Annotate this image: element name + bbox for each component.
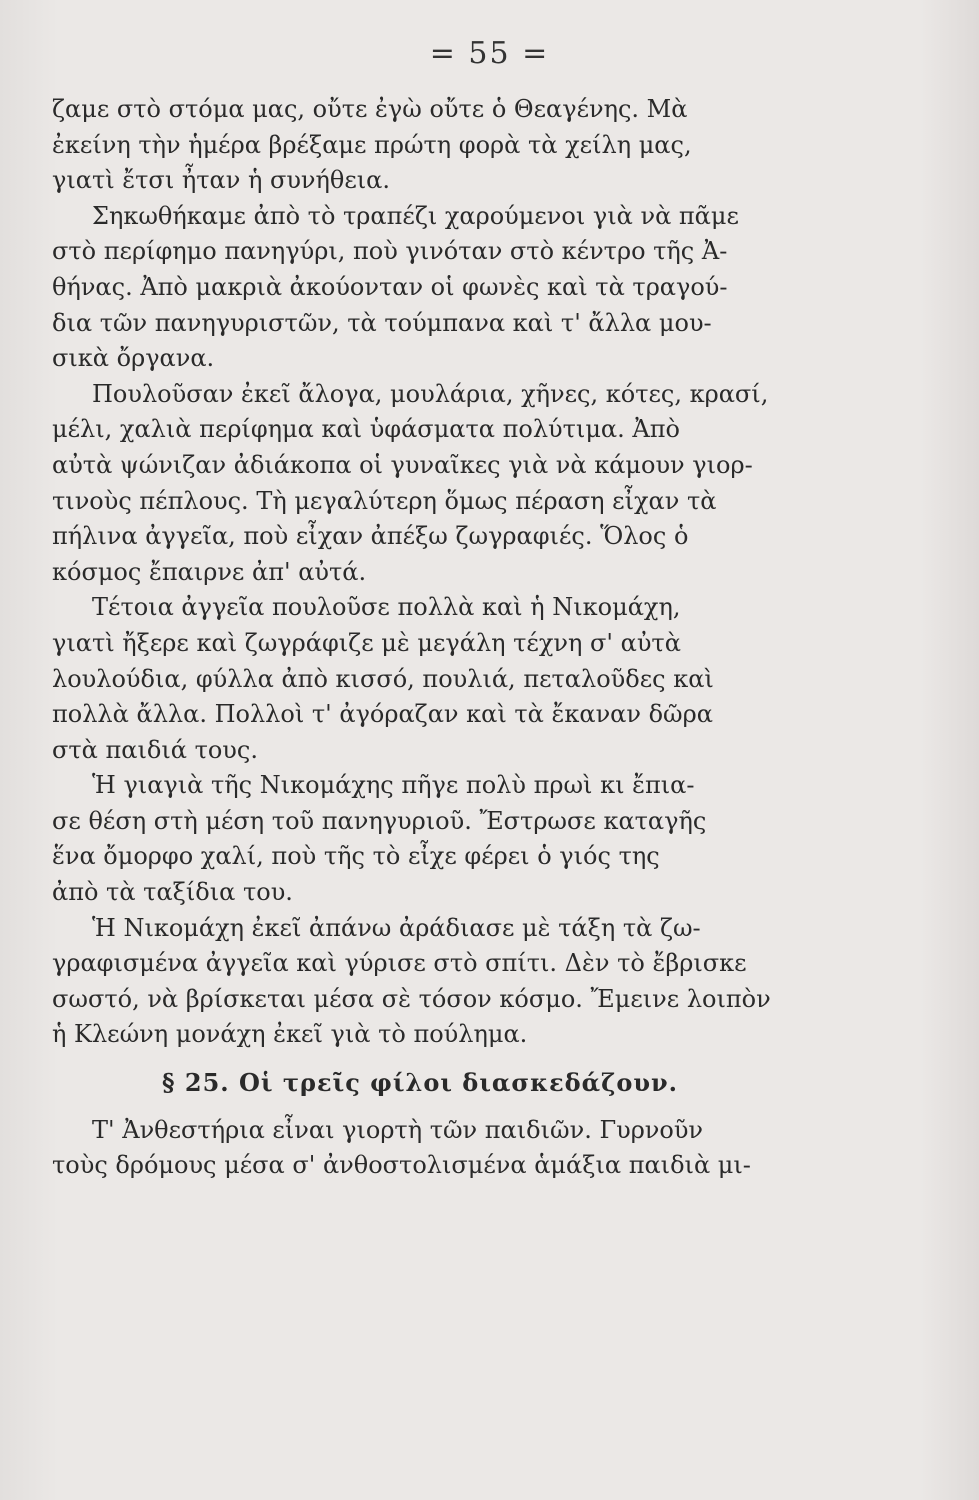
text-line: Τέτοια ἀγγεῖα πουλοῦσε πολλὰ καὶ ἡ Νικομάχη, — [92, 593, 681, 622]
paragraph — [52, 911, 852, 1053]
paragraph — [52, 199, 852, 377]
text-line: πολλὰ ἄλλα. Πολλοὶ τ' ἀγόραζαν καὶ τὰ ἔκαναν δῶρα — [52, 700, 713, 729]
paragraph — [52, 92, 852, 199]
text-line: τοὺς δρόμους μέσα σ' ἀνθοστολισμένα ἁμάξια παιδιὰ μι- — [52, 1151, 751, 1180]
text-line: στὰ παιδιά τους. — [52, 735, 258, 764]
text-line: γραφισμένα ἀγγεῖα καὶ γύρισε στὸ σπίτι. Δὲν τὸ ἔβρισκε — [52, 949, 747, 978]
text-line: τινοὺς πέπλους. Τὴ μεγαλύτερη ὅμως πέραση εἶχαν τὰ — [52, 486, 717, 515]
text-line: Πουλοῦσαν ἐκεῖ ἄλογα, μουλάρια, χῆνες, κότες, κρασί, — [92, 379, 769, 408]
text-line: γιατὶ ἔτσι ἦταν ἡ συνήθεια. — [52, 166, 391, 195]
text-line: δια τῶν πανηγυριστῶν, τὰ τούμπανα καὶ τ' ἄλλα μου- — [52, 308, 712, 337]
text-line: πήλινα ἀγγεῖα, ποὺ εἶχαν ἀπέξω ζωγραφιές. Ὅλος ὁ — [52, 522, 689, 551]
text-line: ἡ Κλεώνη μονάχη ἐκεῖ γιὰ τὸ πούλημα. — [52, 1020, 528, 1049]
text-line: κόσμος ἔπαιρνε ἀπ' αὐτά. — [52, 557, 367, 586]
text-line: ἕνα ὄμορφο χαλί, ποὺ τῆς τὸ εἶχε φέρει ὁ γιός της — [52, 842, 660, 871]
text-line: ἀπὸ τὰ ταξίδια του. — [52, 878, 293, 907]
text-line: θήνας. Ἀπὸ μακριὰ ἀκούονταν οἱ φωνὲς καὶ τὰ τραγού- — [52, 272, 728, 301]
text-line: αὐτὰ ψώνιζαν ἀδιάκοπα οἱ γυναῖκες γιὰ νὰ κάμουν γιορ- — [52, 450, 753, 479]
page-number: = 55 = — [429, 36, 550, 71]
text-line: Ἡ Νικομάχη ἐκεῖ ἀπάνω ἀράδιασε μὲ τάξη τὰ ζω- — [92, 913, 701, 942]
section-heading: § 25. Οἱ τρεῖς φίλοι διασκεδάζουν. — [162, 1068, 679, 1098]
text-line: ζαμε στὸ στόμα μας, οὔτε ἐγὼ οὔτε ὁ Θεαγένης. Μὰ — [52, 95, 688, 123]
paragraph — [52, 1113, 852, 1184]
text-line: ἐκείνη τὴν ἡμέρα βρέξαμε πρώτη φορὰ τὰ χείλη μας, — [52, 130, 692, 159]
text-line: μέλι, χαλιὰ περίφημα καὶ ὑφάσματα πολύτιμα. Ἀπὸ — [52, 415, 680, 444]
text-line: Ἡ γιαγιὰ τῆς Νικομάχης πῆγε πολὺ πρωὶ κι ἔπια- — [92, 771, 695, 800]
text-line: σωστό, νὰ βρίσκεται μέσα σὲ τόσον κόσμο. Ἔμεινε λοιπὸν — [52, 984, 771, 1013]
paragraph — [52, 377, 852, 591]
text-line: Σηκωθήκαμε ἀπὸ τὸ τραπέζι χαρούμενοι γιὰ νὰ πᾶμε — [92, 201, 739, 230]
text-line: στὸ περίφημο πανηγύρι, ποὺ γινόταν στὸ κέντρο τῆς Ἀ- — [52, 237, 728, 266]
text-line: γιατὶ ἤξερε καὶ ζωγράφιζε μὲ μεγάλη τέχνη σ' αὐτὰ — [52, 628, 681, 657]
text-line: σικὰ ὄργανα. — [52, 344, 215, 373]
text-line: σε θέση στὴ μέση τοῦ πανηγυριοῦ. Ἔστρωσε καταγῆς — [52, 806, 707, 835]
text-line: λουλούδια, φύλλα ἀπὸ κισσό, πουλιά, πεταλοῦδες καὶ — [52, 664, 714, 693]
paragraph — [52, 768, 852, 910]
page-body — [52, 92, 852, 1184]
text-line: Τ' Ἀνθεστήρια εἶναι γιορτὴ τῶν παιδιῶν. Γυρνοῦν — [92, 1115, 704, 1144]
paragraph — [52, 590, 852, 768]
